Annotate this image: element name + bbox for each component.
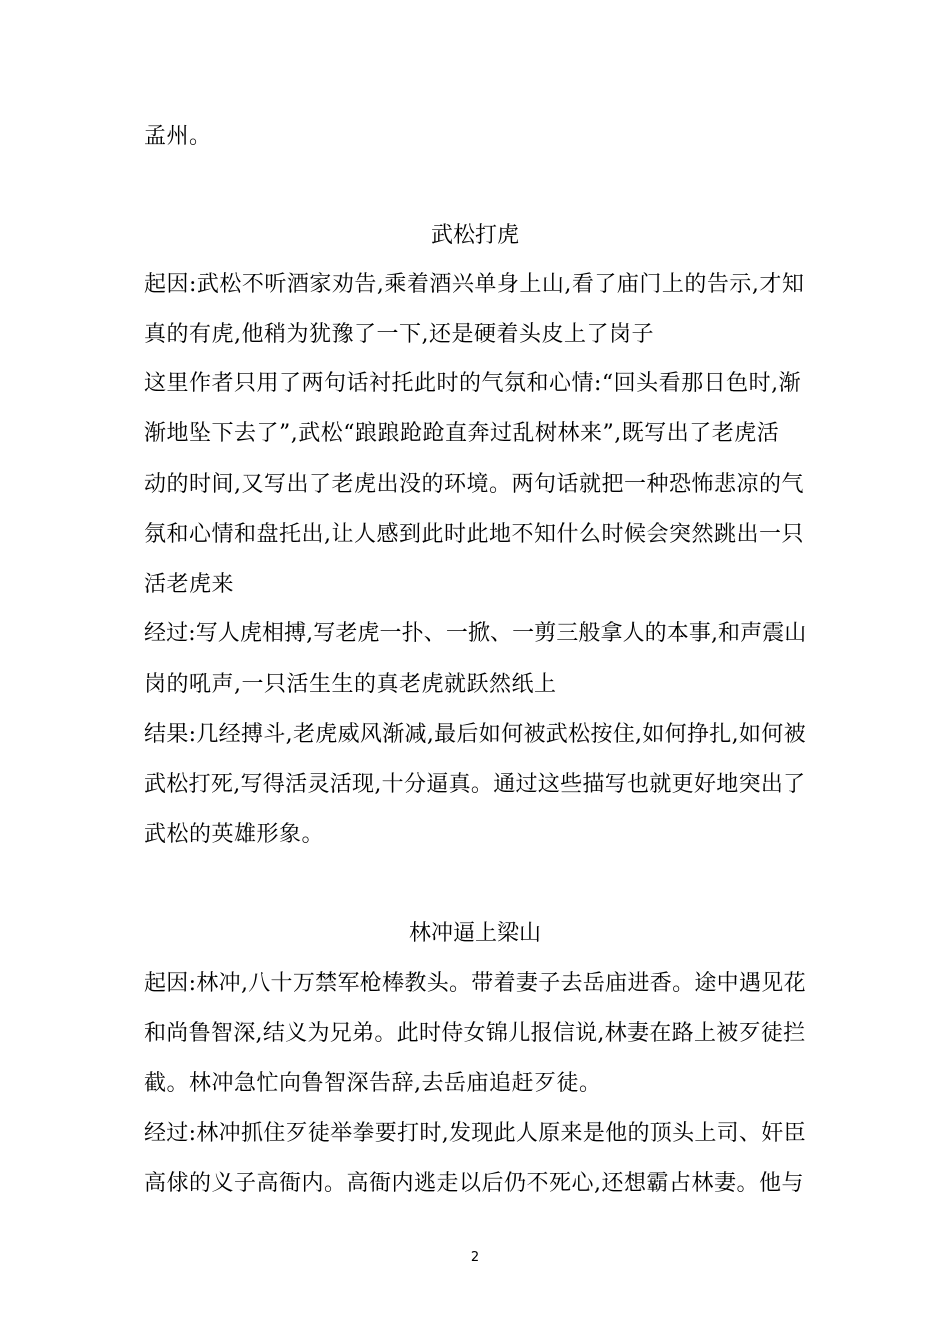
- paragraph-line: 起因:武松不听酒家劝告,乘着酒兴单身上山,看了庙门上的告示,才知: [144, 272, 805, 297]
- paragraph-line: 活老虎来: [144, 572, 235, 597]
- paragraph-line: 经过:写人虎相搏,写老虎一扑、一掀、一剪三般拿人的本事,和声震山: [144, 621, 807, 646]
- paragraph-line: 截。林冲急忙向鲁智深告辞,去岳庙追赶歹徒。: [144, 1071, 602, 1096]
- paragraph-line: 氛和心情和盘托出,让人感到此时此地不知什么时候会突然跳出一只: [144, 522, 804, 547]
- paragraph-line: 和尚鲁智深,结义为兄弟。此时侍女锦儿报信说,林妻在路上被歹徒拦: [144, 1021, 806, 1046]
- paragraph-line: 真的有虎,他稍为犹豫了一下,还是硬着头皮上了岗子: [144, 322, 654, 347]
- paragraph-line: 渐地坠下去了”,武松“踉踉跄跄直奔过乱树林来”,既写出了老虎活: [144, 421, 780, 446]
- paragraph-line: 动的时间,又写出了老虎出没的环境。两句话就把一种恐怖悲凉的气: [144, 472, 804, 497]
- paragraph-line: 武松的英雄形象。: [144, 822, 325, 847]
- paragraph-line: 岗的吼声,一只活生生的真老虎就跃然纸上: [144, 672, 557, 697]
- paragraph-line: 高俅的义子高衙内。高衙内逃走以后仍不死心,还想霸占林妻。他与: [144, 1171, 804, 1196]
- paragraph-line: 这里作者只用了两句话衬托此时的气氛和心情:“回头看那日色时,渐: [144, 371, 802, 396]
- section-title-wusong: 武松打虎: [430, 223, 519, 248]
- page-number: 2: [470, 1250, 480, 1265]
- paragraph-line: 起因:林冲,八十万禁军枪棒教头。带着妻子去岳庙进香。途中遇见花: [144, 971, 806, 996]
- paragraph-line: 武松打死,写得活灵活现,十分逼真。通过这些描写也就更好地突出了: [144, 772, 806, 797]
- paragraph-line: 孟州。: [144, 124, 212, 149]
- section-title-linchong: 林冲逼上梁山: [408, 921, 541, 946]
- paragraph-line: 经过:林冲抓住歹徒举拳要打时,发现此人原来是他的顶头上司、奸臣: [144, 1121, 806, 1146]
- paragraph-line: 结果:几经搏斗,老虎威风渐减,最后如何被武松按住,如何挣扎,如何被: [144, 722, 806, 747]
